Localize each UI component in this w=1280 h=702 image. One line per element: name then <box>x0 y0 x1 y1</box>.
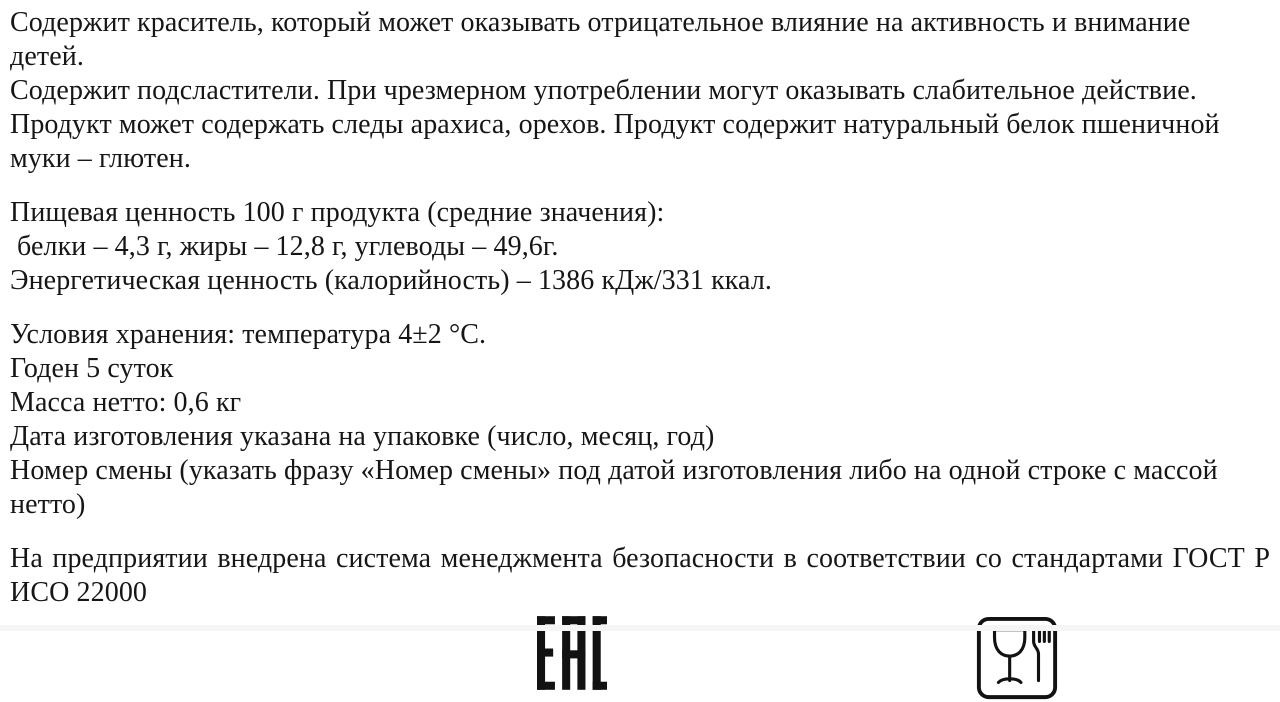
nutrition-energy: Энергетическая ценность (калорийность) – 1386 кДж/331 ккал. <box>10 265 773 296</box>
warnings-section <box>10 6 1270 176</box>
shelf-life: Годен 5 суток <box>10 353 174 384</box>
nutrition-values: белки – 4,3 г, жиры – 12,8 г, углеводы – 49,6г. <box>17 231 559 262</box>
storage-section <box>10 318 1270 522</box>
quality-section <box>10 542 1270 610</box>
shift-number-note: Номер смены (указать фразу «Номер смены» под датой изготовления либо на одной строке с массой нетто) <box>10 455 1218 520</box>
net-weight: Масса нетто: 0,6 кг <box>10 387 242 418</box>
nutrition-title: Пищевая ценность 100 г продукта (средние значения): <box>10 197 665 228</box>
certification-marks-row <box>10 610 1270 698</box>
warning-colorant-text: Содержит краситель, который может оказывать отрицательное влияние на активность и внимание детей. <box>10 7 1191 72</box>
nutrition-section <box>10 196 1270 298</box>
quality-statement-line1: На предприятии внедрена система менеджмента безопасности в соответствии со стандартами ГОСТ Р <box>10 543 1270 574</box>
warning-allergens-text: Продукт может содержать следы арахиса, орехов. Продукт содержит натуральный белок пшеничной муки – глютен. <box>10 109 1220 174</box>
warning-sweeteners-text: Содержит подсластители. При чрезмерном употреблении могут оказывать слабительное действие. <box>10 75 1197 106</box>
production-date-note: Дата изготовления указана на упаковке (число, месяц, год) <box>10 421 715 452</box>
bottom-edge-strip <box>0 625 1280 631</box>
storage-conditions: Условия хранения: температура 4±2 °С. <box>10 319 487 350</box>
quality-statement-line2: ИСО 22000 <box>10 577 148 608</box>
